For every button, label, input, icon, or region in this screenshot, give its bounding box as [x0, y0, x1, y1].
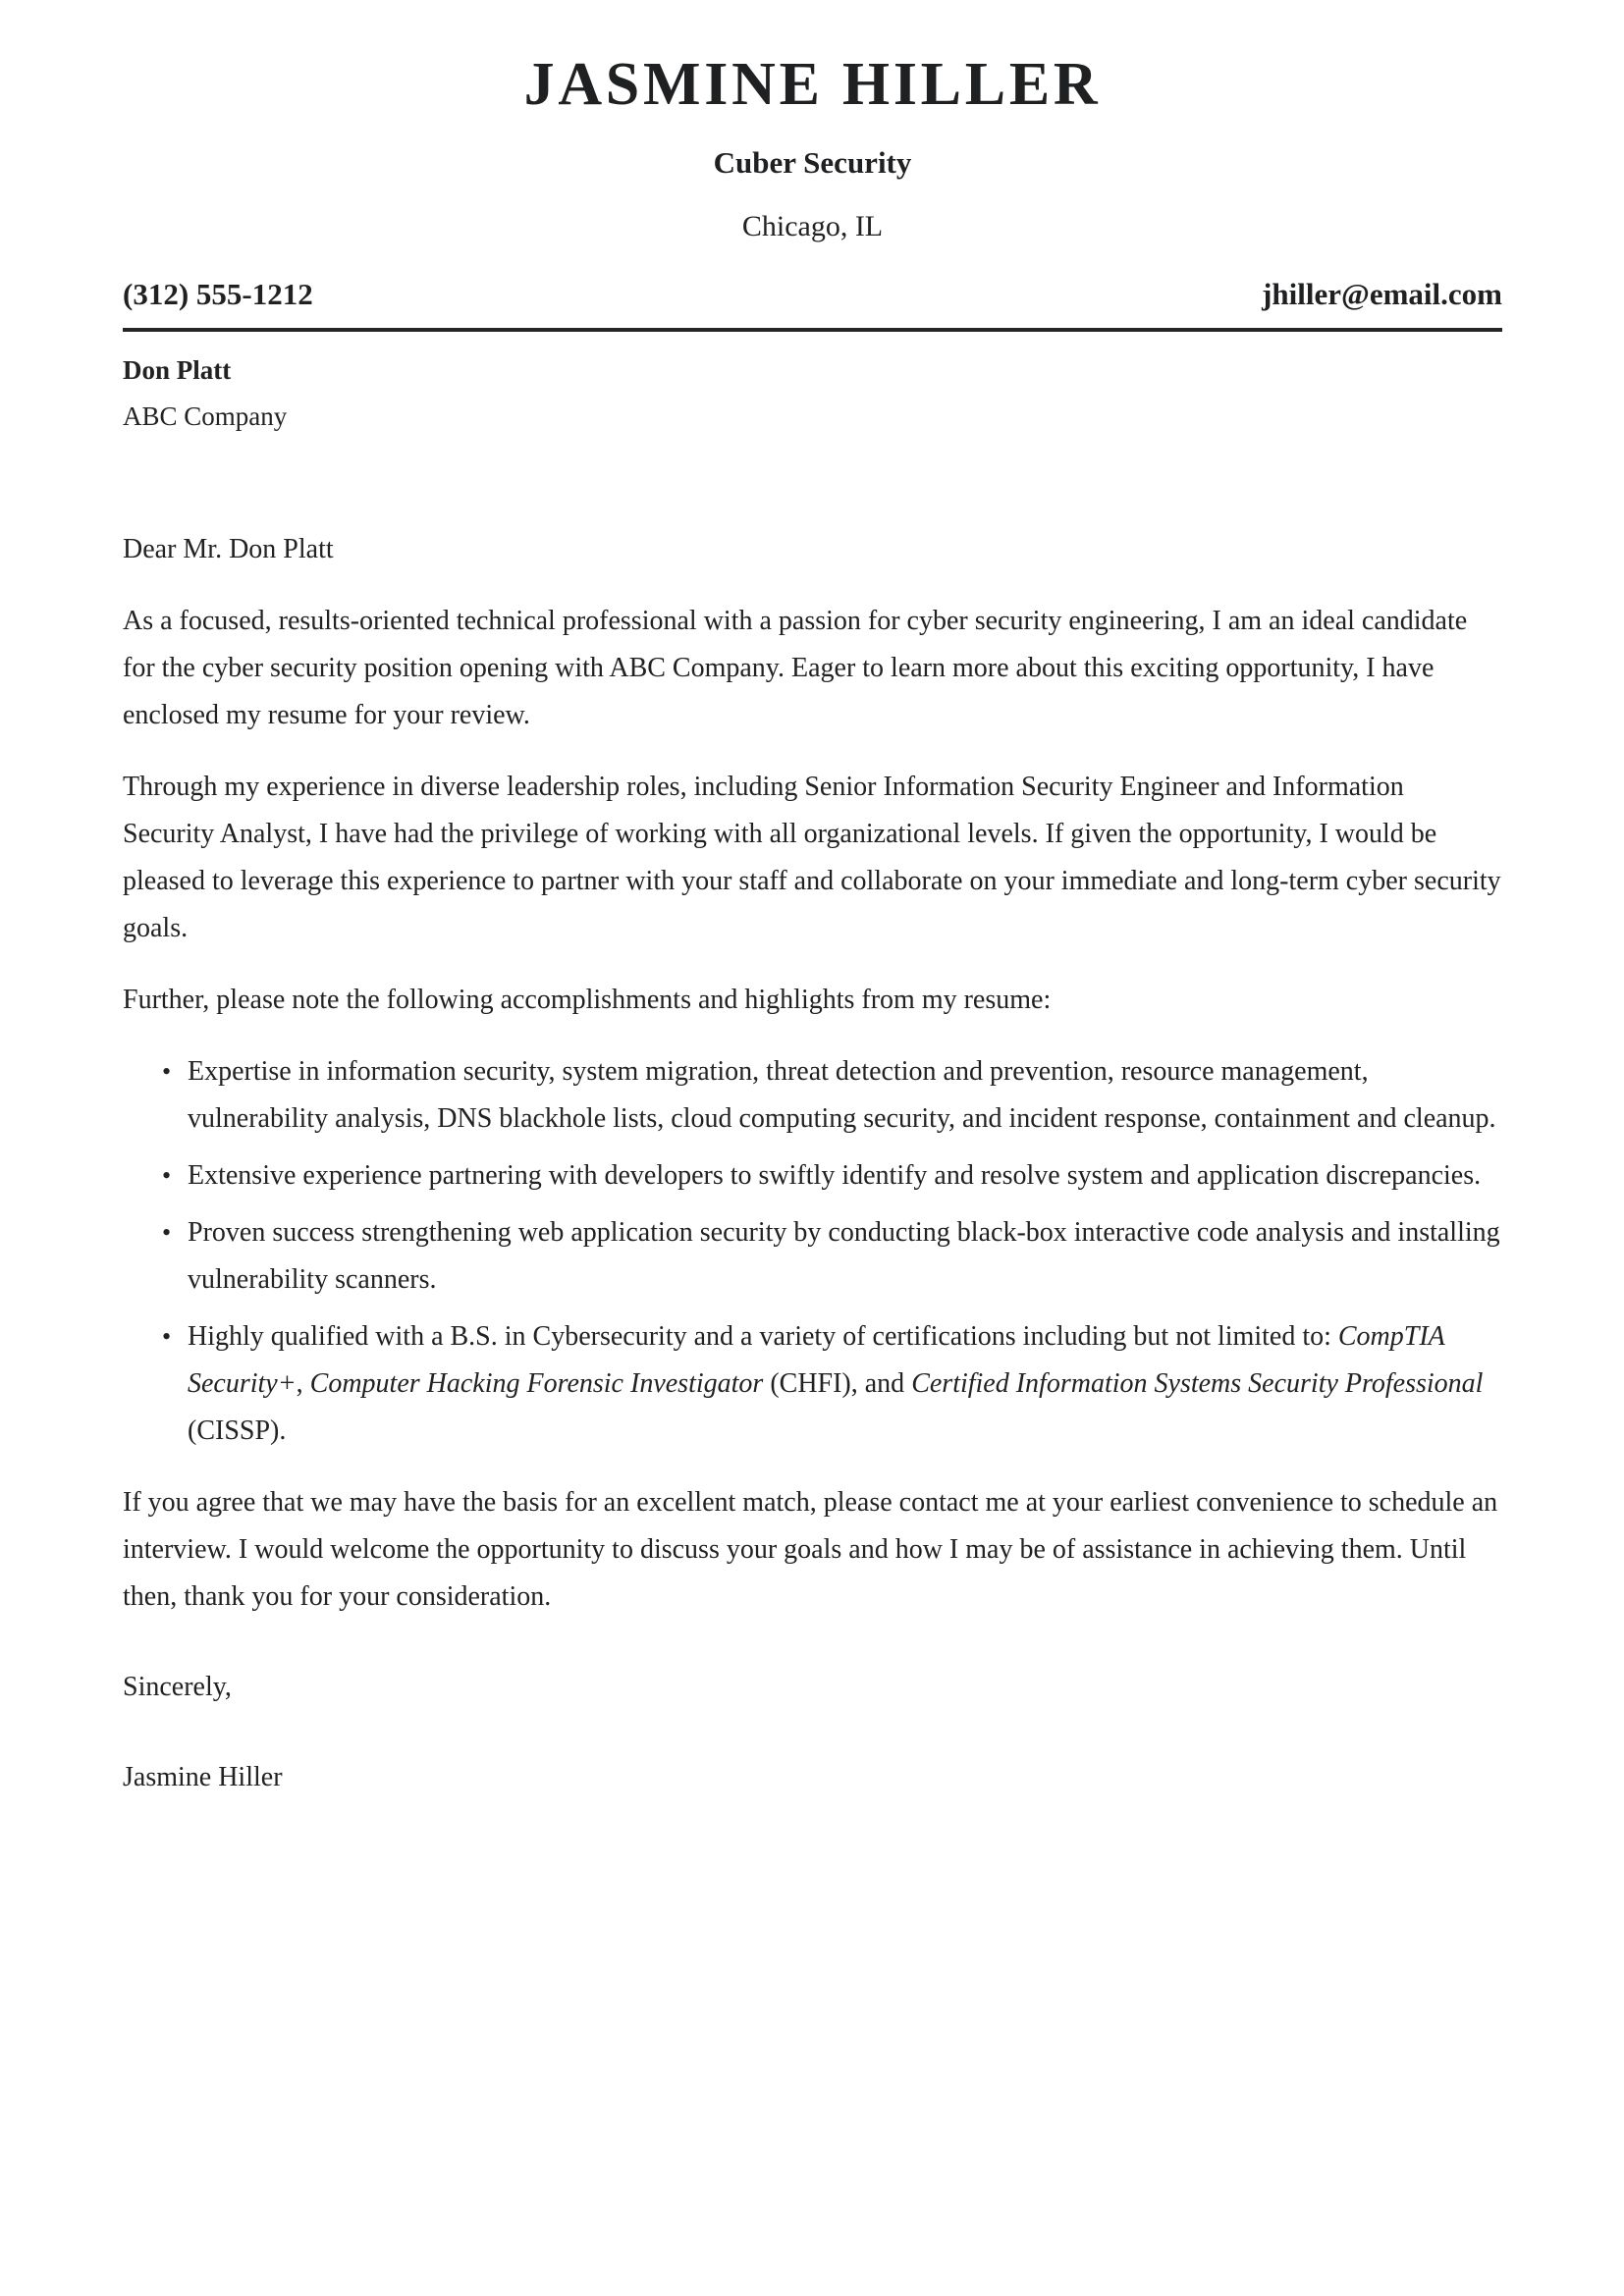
- certification-name: Certified Information Systems Security Professional: [911, 1368, 1484, 1400]
- recipient-company: ABC Company: [123, 401, 288, 432]
- bullet-text: Extensive experience partnering with developers to swiftly identify and resolve system and application discrepancies.: [188, 1160, 1482, 1192]
- certification-name: Computer Hacking Forensic Investigator: [309, 1368, 764, 1400]
- candidate-phone: (312) 555-1212: [123, 277, 313, 312]
- experience-paragraph: Through my experience in diverse leadership roles, including Senior Information Security Engineer and Information Security Analyst, I have had the privilege of working with all organizational levels. If given the opportunity, I would be pleased to leverage this experience to partner with your staff and collaborate on your immediate and long-term cyber security goals.: [123, 772, 1501, 944]
- signoff: Sincerely,: [123, 1672, 232, 1703]
- candidate-job-title: Cuber Security: [713, 145, 912, 181]
- candidate-email: jhiller@email.com: [1262, 277, 1502, 312]
- header-divider: [123, 328, 1502, 332]
- bullet-text: (CISSP).: [188, 1415, 287, 1447]
- bullet-text: Expertise in information security, system migration, threat detection and prevention, resource management, vulnerability analysis, DNS blackhole lists, cloud computing security, and incident response, containment and cleanup.: [188, 1056, 1496, 1135]
- certification-name: CompTIA Security+: [188, 1321, 1445, 1400]
- candidate-location: Chicago, IL: [741, 210, 884, 243]
- bullet-text: ,: [296, 1368, 310, 1400]
- bullet-text: Highly qualified with a B.S. in Cybersecurity and a variety of certifications including but not limited to:: [188, 1321, 1338, 1353]
- salutation: Dear Mr. Don Platt: [123, 534, 334, 565]
- contact-row: [123, 277, 1502, 312]
- bullet-item: [172, 1048, 1502, 1143]
- recipient-block: [123, 353, 1502, 432]
- signature: Jasmine Hiller: [123, 1762, 283, 1793]
- bullet-item: [172, 1209, 1502, 1304]
- letter-header: [123, 51, 1502, 243]
- highlights-lead-paragraph: Further, please note the following accomplishments and highlights from my resume:: [123, 985, 1052, 1016]
- bullet-text: Proven success strengthening web application security by conducting black-box interactive code analysis and installing vulnerability scanners.: [188, 1217, 1500, 1296]
- closing-paragraph: If you agree that we may have the basis for an excellent match, please contact me at your earliest convenience to schedule an interview. I would welcome the opportunity to discuss your goals and how I may be of assistance in achieving them. Until then, thank you for your consideration.: [123, 1487, 1498, 1613]
- bullet-item: [172, 1152, 1502, 1200]
- letter-body: [123, 526, 1502, 1801]
- intro-paragraph: As a focused, results-oriented technical professional with a passion for cyber security engineering, I am an ideal candidate for the cyber security position opening with ABC Company. Eager to learn more about this exciting opportunity, I have enclosed my resume for your review.: [123, 606, 1468, 731]
- recipient-name: Don Platt: [123, 355, 232, 386]
- accomplishments-list: [123, 1048, 1502, 1455]
- bullet-text: (CHFI), and: [763, 1368, 912, 1400]
- candidate-name: JASMINE HILLER: [523, 51, 1102, 118]
- bullet-item: [172, 1313, 1502, 1455]
